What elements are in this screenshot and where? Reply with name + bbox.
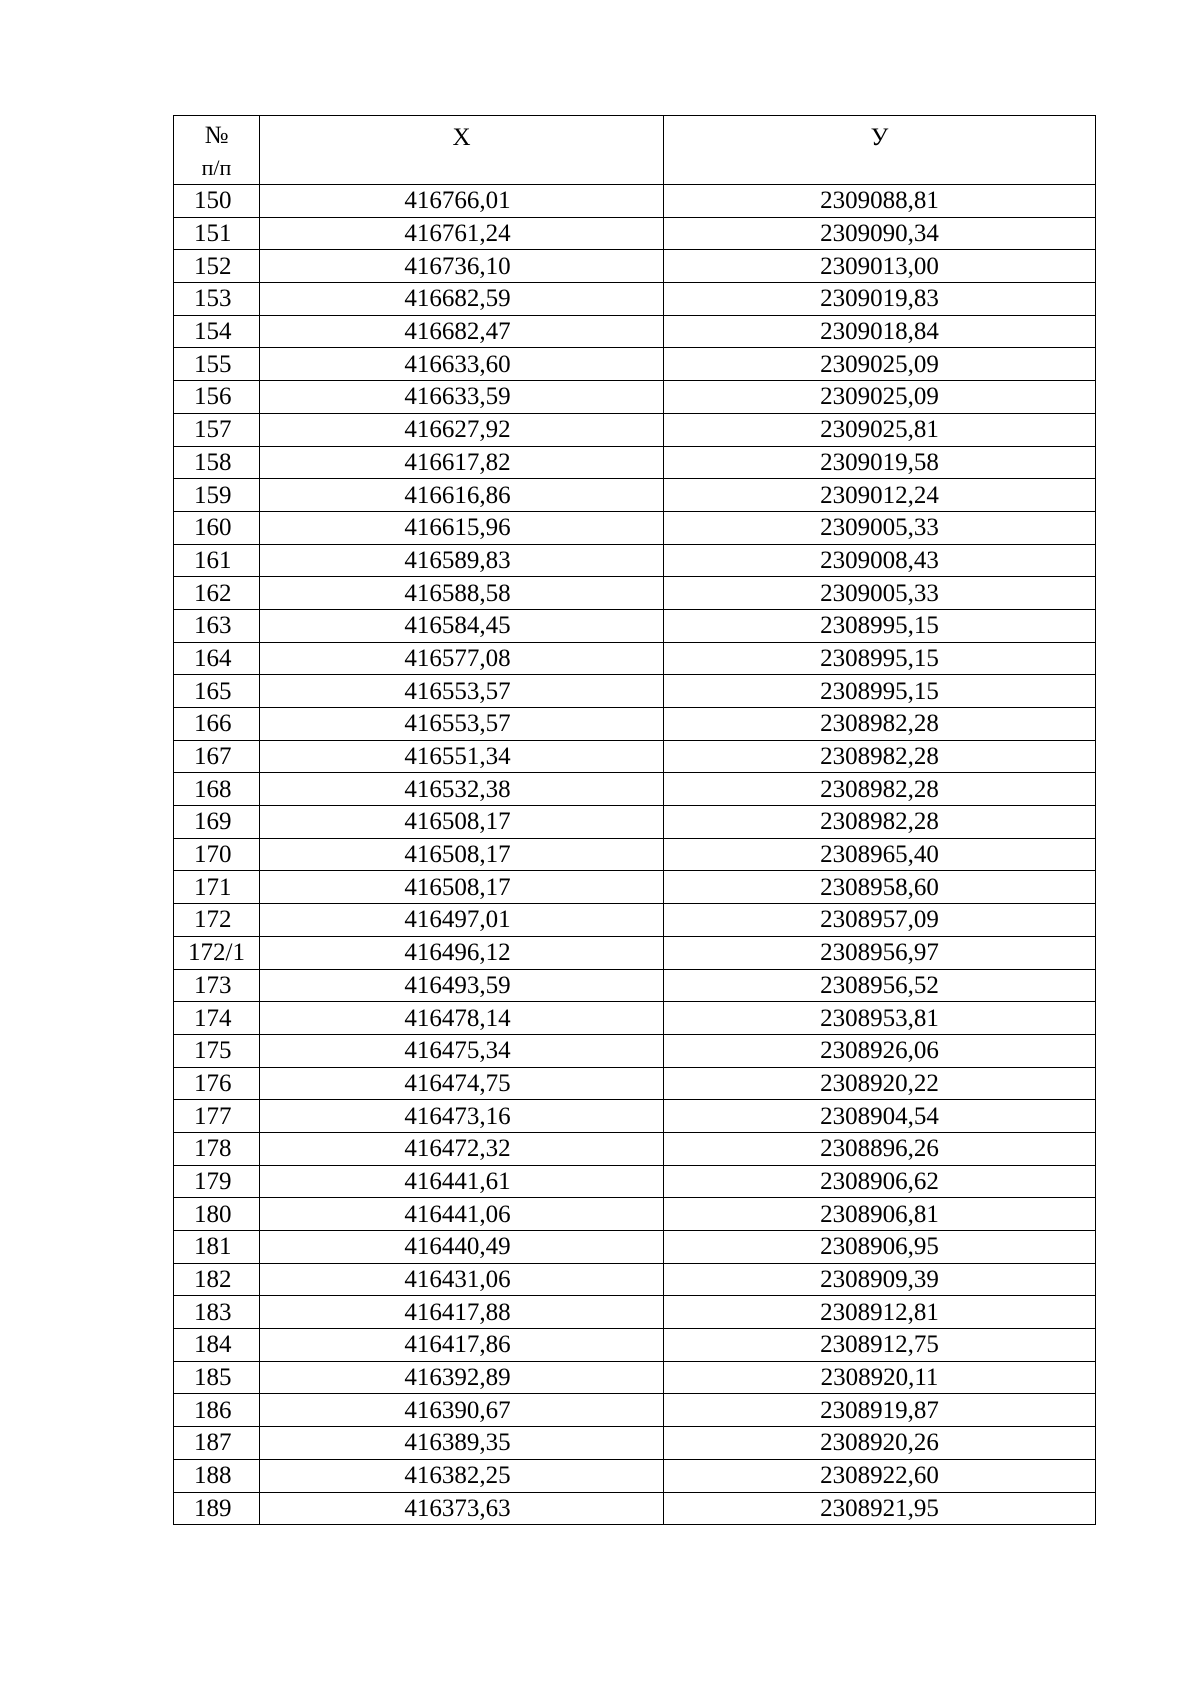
y-coordinate-cell: 2308921,95 xyxy=(664,1492,1096,1525)
table-row xyxy=(174,185,1096,218)
y-coordinate-cell: 2308956,52 xyxy=(664,969,1096,1002)
y-coordinate-cell: 2308922,60 xyxy=(664,1459,1096,1492)
point-number-cell: 166 xyxy=(174,708,260,741)
table-row xyxy=(174,1231,1096,1264)
table-header xyxy=(174,116,1096,185)
point-number-cell: 182 xyxy=(174,1263,260,1296)
y-coordinate-cell: 2308982,28 xyxy=(664,740,1096,773)
table-row xyxy=(174,1034,1096,1067)
x-coordinate-cell: 416615,96 xyxy=(260,511,664,544)
point-number-cell: 173 xyxy=(174,969,260,1002)
y-coordinate-cell: 2308982,28 xyxy=(664,806,1096,839)
document-page xyxy=(173,115,1095,1525)
table-row xyxy=(174,1132,1096,1165)
point-number-cell: 158 xyxy=(174,446,260,479)
table-row xyxy=(174,871,1096,904)
x-coordinate-cell: 416553,57 xyxy=(260,708,664,741)
y-coordinate-cell: 2308956,97 xyxy=(664,936,1096,969)
x-coordinate-cell: 416766,01 xyxy=(260,185,664,218)
x-coordinate-cell: 416417,86 xyxy=(260,1329,664,1362)
table-row xyxy=(174,1459,1096,1492)
point-number-cell: 178 xyxy=(174,1132,260,1165)
y-coordinate-cell: 2308995,15 xyxy=(664,642,1096,675)
y-coordinate-cell: 2309025,09 xyxy=(664,381,1096,414)
y-coordinate-cell: 2309008,43 xyxy=(664,544,1096,577)
x-coordinate-cell: 416431,06 xyxy=(260,1263,664,1296)
x-coordinate-cell: 416497,01 xyxy=(260,904,664,937)
y-coordinate-cell: 2309013,00 xyxy=(664,250,1096,283)
y-coordinate-cell: 2308906,81 xyxy=(664,1198,1096,1231)
table-row xyxy=(174,1198,1096,1231)
y-coordinate-cell: 2308919,87 xyxy=(664,1394,1096,1427)
table-row xyxy=(174,217,1096,250)
x-coordinate-cell: 416478,14 xyxy=(260,1002,664,1035)
table-row xyxy=(174,381,1096,414)
table-body xyxy=(174,185,1096,1525)
y-coordinate-cell: 2308912,75 xyxy=(664,1329,1096,1362)
y-coordinate-cell: 2309005,33 xyxy=(664,577,1096,610)
x-coordinate-cell: 416633,60 xyxy=(260,348,664,381)
table-row xyxy=(174,283,1096,316)
table-row xyxy=(174,348,1096,381)
table-row xyxy=(174,577,1096,610)
table-row xyxy=(174,936,1096,969)
point-number-cell: 175 xyxy=(174,1034,260,1067)
point-number-cell: 176 xyxy=(174,1067,260,1100)
point-number-cell: 168 xyxy=(174,773,260,806)
x-coordinate-cell: 416417,88 xyxy=(260,1296,664,1329)
table-row xyxy=(174,1427,1096,1460)
point-number-cell: 171 xyxy=(174,871,260,904)
table-row xyxy=(174,1100,1096,1133)
point-number-cell: 151 xyxy=(174,217,260,250)
table-row xyxy=(174,1002,1096,1035)
x-coordinate-cell: 416508,17 xyxy=(260,806,664,839)
x-coordinate-cell: 416440,49 xyxy=(260,1231,664,1264)
y-coordinate-cell: 2309018,84 xyxy=(664,315,1096,348)
x-coordinate-cell: 416493,59 xyxy=(260,969,664,1002)
x-coordinate-cell: 416508,17 xyxy=(260,871,664,904)
y-coordinate-cell: 2309019,58 xyxy=(664,446,1096,479)
point-number-cell: 157 xyxy=(174,413,260,446)
table-row xyxy=(174,806,1096,839)
table-row xyxy=(174,315,1096,348)
table-row xyxy=(174,969,1096,1002)
y-coordinate-cell: 2308957,09 xyxy=(664,904,1096,937)
table-row xyxy=(174,1361,1096,1394)
table-row xyxy=(174,1263,1096,1296)
point-number-cell: 169 xyxy=(174,806,260,839)
x-coordinate-cell: 416532,38 xyxy=(260,773,664,806)
x-coordinate-cell: 416633,59 xyxy=(260,381,664,414)
point-number-cell: 186 xyxy=(174,1394,260,1427)
y-coordinate-cell: 2308906,95 xyxy=(664,1231,1096,1264)
table-row xyxy=(174,446,1096,479)
y-coordinate-cell: 2308982,28 xyxy=(664,773,1096,806)
x-coordinate-cell: 416373,63 xyxy=(260,1492,664,1525)
y-coordinate-cell: 2308953,81 xyxy=(664,1002,1096,1035)
table-row xyxy=(174,838,1096,871)
y-coordinate-cell: 2308920,22 xyxy=(664,1067,1096,1100)
table-row xyxy=(174,904,1096,937)
table-row xyxy=(174,479,1096,512)
x-coordinate-cell: 416551,34 xyxy=(260,740,664,773)
y-coordinate-cell: 2309012,24 xyxy=(664,479,1096,512)
point-number-cell: 160 xyxy=(174,511,260,544)
y-coordinate-cell: 2308965,40 xyxy=(664,838,1096,871)
point-number-cell: 184 xyxy=(174,1329,260,1362)
y-coordinate-cell: 2308995,15 xyxy=(664,675,1096,708)
x-coordinate-cell: 416390,67 xyxy=(260,1394,664,1427)
table-row xyxy=(174,544,1096,577)
x-coordinate-cell: 416584,45 xyxy=(260,609,664,642)
x-coordinate-cell: 416473,16 xyxy=(260,1100,664,1133)
point-number-cell: 189 xyxy=(174,1492,260,1525)
x-coordinate-cell: 416682,47 xyxy=(260,315,664,348)
point-number-cell: 179 xyxy=(174,1165,260,1198)
table-row xyxy=(174,1329,1096,1362)
y-coordinate-cell: 2308920,11 xyxy=(664,1361,1096,1394)
x-coordinate-cell: 416475,34 xyxy=(260,1034,664,1067)
table-row xyxy=(174,413,1096,446)
point-number-cell: 187 xyxy=(174,1427,260,1460)
y-coordinate-cell: 2308909,39 xyxy=(664,1263,1096,1296)
point-number-cell: 170 xyxy=(174,838,260,871)
table-row xyxy=(174,1296,1096,1329)
table-row xyxy=(174,609,1096,642)
x-coordinate-cell: 416682,59 xyxy=(260,283,664,316)
y-coordinate-cell: 2308958,60 xyxy=(664,871,1096,904)
y-coordinate-cell: 2309019,83 xyxy=(664,283,1096,316)
x-coordinate-cell: 416508,17 xyxy=(260,838,664,871)
point-number-cell: 165 xyxy=(174,675,260,708)
y-coordinate-cell: 2308904,54 xyxy=(664,1100,1096,1133)
point-number-cell: 156 xyxy=(174,381,260,414)
y-coordinate-cell: 2308982,28 xyxy=(664,708,1096,741)
point-number-cell: 154 xyxy=(174,315,260,348)
table-row xyxy=(174,1067,1096,1100)
y-coordinate-cell: 2309005,33 xyxy=(664,511,1096,544)
number-sign-label: № xyxy=(204,122,229,149)
point-number-cell: 177 xyxy=(174,1100,260,1133)
y-column-header: У xyxy=(664,116,1096,185)
y-coordinate-cell: 2308995,15 xyxy=(664,609,1096,642)
x-coordinate-cell: 416553,57 xyxy=(260,675,664,708)
point-number-cell: 174 xyxy=(174,1002,260,1035)
x-coordinate-cell: 416382,25 xyxy=(260,1459,664,1492)
x-coordinate-cell: 416588,58 xyxy=(260,577,664,610)
point-number-cell: 150 xyxy=(174,185,260,218)
x-coordinate-cell: 416496,12 xyxy=(260,936,664,969)
x-coordinate-cell: 416392,89 xyxy=(260,1361,664,1394)
table-row xyxy=(174,708,1096,741)
point-number-cell: 185 xyxy=(174,1361,260,1394)
number-column-header xyxy=(174,116,260,185)
table-row xyxy=(174,250,1096,283)
x-coordinate-cell: 416389,35 xyxy=(260,1427,664,1460)
y-coordinate-cell: 2308896,26 xyxy=(664,1132,1096,1165)
point-number-cell: 162 xyxy=(174,577,260,610)
y-coordinate-cell: 2308926,06 xyxy=(664,1034,1096,1067)
x-coordinate-cell: 416616,86 xyxy=(260,479,664,512)
table-row xyxy=(174,642,1096,675)
point-number-cell: 188 xyxy=(174,1459,260,1492)
table-row xyxy=(174,1394,1096,1427)
x-coordinate-cell: 416472,32 xyxy=(260,1132,664,1165)
point-number-cell: 152 xyxy=(174,250,260,283)
table-row xyxy=(174,740,1096,773)
point-number-cell: 155 xyxy=(174,348,260,381)
x-column-header: Х xyxy=(260,116,664,185)
y-coordinate-cell: 2309090,34 xyxy=(664,217,1096,250)
point-number-cell: 153 xyxy=(174,283,260,316)
point-number-cell: 159 xyxy=(174,479,260,512)
point-number-cell: 164 xyxy=(174,642,260,675)
x-coordinate-cell: 416589,83 xyxy=(260,544,664,577)
x-coordinate-cell: 416736,10 xyxy=(260,250,664,283)
x-coordinate-cell: 416617,82 xyxy=(260,446,664,479)
table-row xyxy=(174,1165,1096,1198)
y-coordinate-cell: 2309025,81 xyxy=(664,413,1096,446)
x-coordinate-cell: 416761,24 xyxy=(260,217,664,250)
point-number-cell: 183 xyxy=(174,1296,260,1329)
point-number-cell: 163 xyxy=(174,609,260,642)
y-coordinate-cell: 2309025,09 xyxy=(664,348,1096,381)
table-row xyxy=(174,511,1096,544)
y-coordinate-cell: 2309088,81 xyxy=(664,185,1096,218)
ordinal-label: п/п xyxy=(201,155,232,180)
x-coordinate-cell: 416441,06 xyxy=(260,1198,664,1231)
point-number-cell: 180 xyxy=(174,1198,260,1231)
point-number-cell: 172 xyxy=(174,904,260,937)
table-row xyxy=(174,675,1096,708)
x-coordinate-cell: 416474,75 xyxy=(260,1067,664,1100)
point-number-cell: 181 xyxy=(174,1231,260,1264)
table-row xyxy=(174,773,1096,806)
y-coordinate-cell: 2308912,81 xyxy=(664,1296,1096,1329)
point-number-cell: 161 xyxy=(174,544,260,577)
x-coordinate-cell: 416577,08 xyxy=(260,642,664,675)
y-coordinate-cell: 2308920,26 xyxy=(664,1427,1096,1460)
x-coordinate-cell: 416441,61 xyxy=(260,1165,664,1198)
y-coordinate-cell: 2308906,62 xyxy=(664,1165,1096,1198)
coordinates-table xyxy=(173,115,1096,1525)
x-coordinate-cell: 416627,92 xyxy=(260,413,664,446)
point-number-cell: 172/1 xyxy=(174,936,260,969)
table-row xyxy=(174,1492,1096,1525)
point-number-cell: 167 xyxy=(174,740,260,773)
header-row xyxy=(174,116,1096,185)
